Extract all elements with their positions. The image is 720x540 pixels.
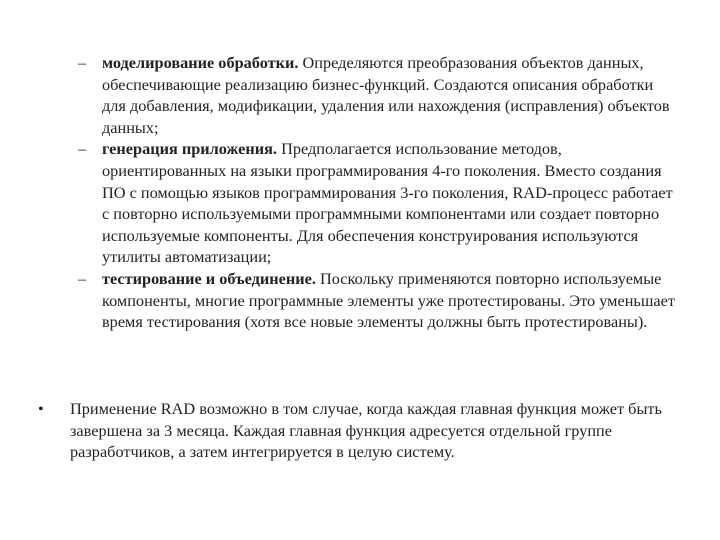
- bullet-icon: •: [38, 399, 44, 418]
- sub-item-text: Определяются преобразования объектов данных, обеспечивающие реализацию бизнес-функций. Создаются описания обработки для добавления, модификации, удаления или нахождения (исправления) объектов данных;: [102, 53, 670, 137]
- dash-marker: –: [78, 268, 87, 288]
- sub-item-app-generation: [76, 138, 676, 268]
- main-bullet-list: [38, 398, 678, 463]
- sub-item-term: тестирование и объединение.: [102, 268, 316, 288]
- dash-marker: –: [78, 53, 87, 72]
- main-bullet-rad-usage: [38, 398, 678, 463]
- sub-item-testing: [76, 268, 676, 333]
- sub-item-term: генерация приложения.: [102, 139, 277, 159]
- sub-item-term: моделирование обработки.: [102, 53, 299, 72]
- sub-item-text: Поскольку применяются повторно используемые компоненты, многие программные элементы уже протестированы. Это уменьшает время тестирования (хотя все новые элементы должны быть протестированы).: [102, 268, 675, 332]
- sub-item-list: [76, 52, 676, 333]
- sub-item-process-modeling: [76, 52, 676, 138]
- bullet-text: Применение RAD возможно в том случае, когда каждая главная функция может быть завершена за 3 месяца. Каждая главная функция адресуется отдельной группе разработчиков, а затем интегрируется в целую систему.: [70, 399, 662, 462]
- dash-marker: –: [78, 139, 87, 159]
- sub-item-text: Предполагается использование методов, ориентированных на языки программирования 4-го поколения. Вместо создания ПО с помощью языков программирования 3-го поколения, RAD-процесс работает с повторно используемыми программными компонентами или создает повторно используемые компоненты. Для обеспечения конструирования используются утилиты автоматизации;: [102, 139, 673, 267]
